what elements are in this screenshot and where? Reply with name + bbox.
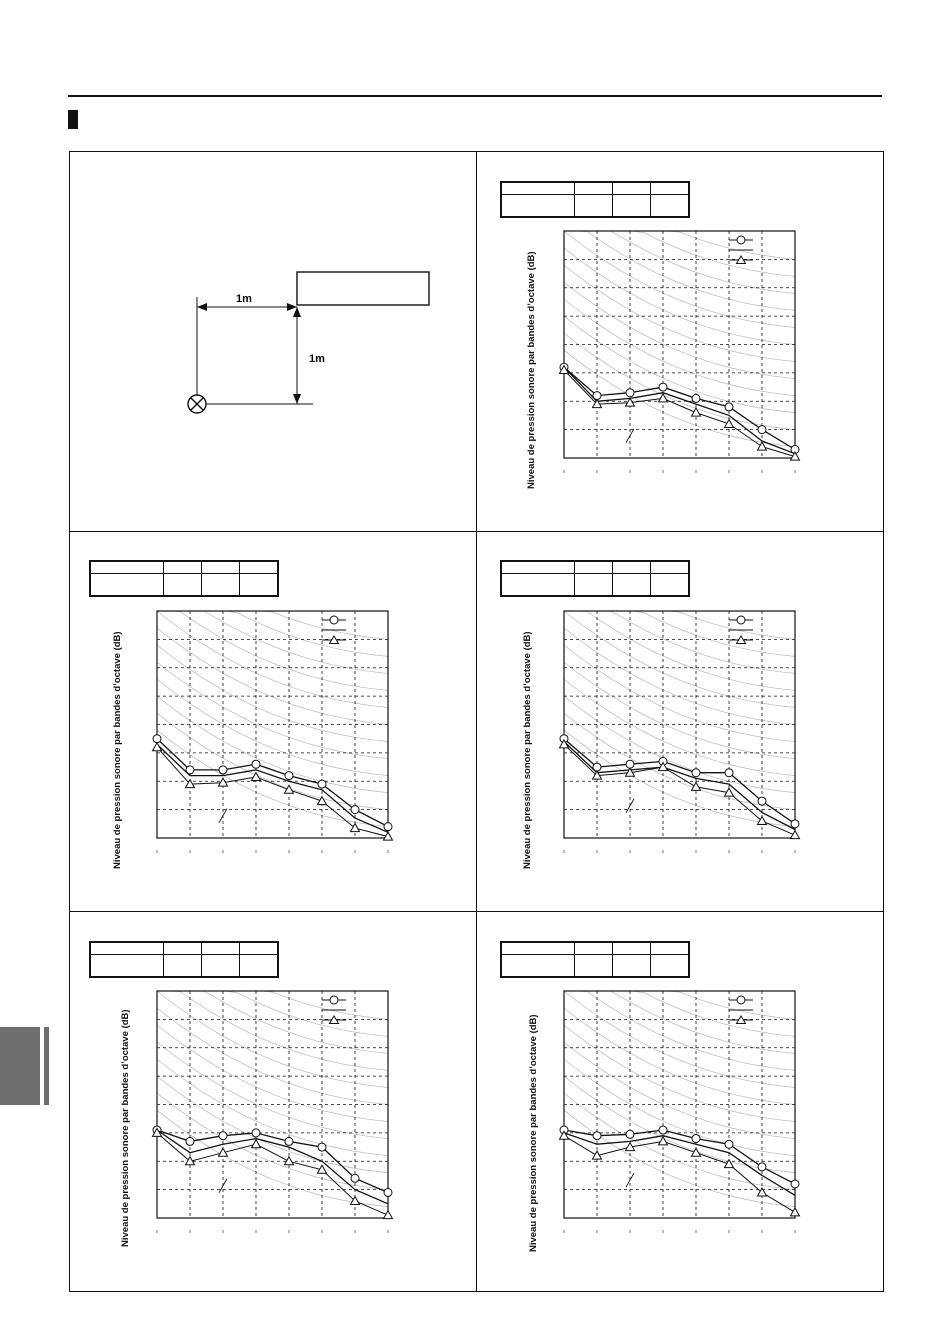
data-point-circle [626,1130,634,1138]
data-point-triangle [791,831,800,839]
data-point-circle [758,426,766,434]
data-point-circle [153,735,161,743]
reference-curve [564,299,795,396]
reference-curve [564,991,795,1053]
header-rule [68,95,882,97]
side-tab [0,1027,40,1105]
reference-curve [564,231,795,310]
x-ticks [157,850,388,853]
reference-curve [157,991,388,1053]
reference-curve [157,611,388,656]
octave-band-chart [69,911,476,1292]
legend-swatch-circle [737,616,745,624]
data-point-circle [252,760,260,768]
reference-curve [564,611,795,708]
data-point-circle [384,1188,392,1196]
reference-curve [564,231,795,259]
reference-curve [564,265,795,361]
reference-curve [564,662,795,759]
reference-curve [564,991,795,1070]
data-point-circle [692,394,700,402]
x-ticks [564,1230,795,1233]
chart-panel-1 [476,151,884,531]
data-point-triangle [692,782,701,790]
data-point-circle [758,797,766,805]
microphone-position-icon [188,395,206,413]
reference-curve [157,991,388,1036]
arrowhead-top [293,307,301,317]
data-point-circle [791,1180,799,1188]
chart-panel-2 [69,531,476,911]
chart-panel-3 [476,531,884,911]
data-point-circle [626,760,634,768]
data-point-circle [318,780,326,788]
legend-swatch-circle [330,996,338,1004]
x-ticks [564,470,795,473]
data-point-circle [351,1174,359,1182]
data-point-circle [186,1137,194,1145]
reference-curve [564,231,795,293]
grid [564,991,795,1218]
data-point-circle [626,389,634,397]
series-2 [564,742,795,830]
reference-curve [564,1008,795,1105]
data-point-circle [659,383,667,391]
octave-band-chart [476,151,884,531]
octave-band-chart [476,911,884,1292]
reference-curve [157,679,388,776]
series-line [564,367,795,454]
reference-curves [564,611,795,827]
legend-swatch-circle [737,996,745,1004]
grid [157,611,388,838]
reference-curve [564,1059,795,1156]
data-point-circle [725,403,733,411]
reference-curve [157,1025,388,1121]
reference-curve [564,611,795,639]
data-point-circle [384,823,392,831]
reference-curve [564,1025,795,1121]
data-point-circle [285,772,293,780]
reference-curve [564,248,795,345]
arrowhead-right [287,303,297,311]
data-point-triangle [285,1157,294,1165]
reference-curve [157,611,388,690]
section-marker [68,110,78,129]
y-axis-label: Niveau de pression sonore par bandes d’octave (dB) [522,631,533,869]
y-axis-label: Niveau de pression sonore par bandes d’octave (dB) [112,631,123,869]
octave-band-chart [476,531,884,911]
data-point-triangle [659,394,668,402]
reference-curve [564,991,795,1036]
data-point-circle [791,820,799,828]
data-point-circle [219,1132,227,1140]
reference-curve [564,1042,795,1139]
data-point-triangle [725,419,734,427]
reference-curves [157,611,388,827]
series-2 [564,367,795,454]
reference-curve [564,231,795,276]
data-point-circle [725,1140,733,1148]
reference-curve [564,333,795,430]
data-point-circle [351,806,359,814]
reference-curve [564,713,795,810]
series-line [564,370,795,457]
reference-curve [564,231,795,328]
side-tab-stripe [44,1027,49,1105]
horizontal-dimension-label: 1m [236,293,252,305]
reference-curve [157,611,388,639]
legend-swatch-circle [330,616,338,624]
grid [564,231,795,458]
data-point-circle [659,1126,667,1134]
reference-curve [157,1110,388,1206]
reference-curve [564,611,795,690]
data-point-circle [692,769,700,777]
reference-curve [157,696,388,793]
reference-curve [157,662,388,759]
reference-curve [157,611,388,708]
reference-curve [564,645,795,741]
vertical-dimension-label: 1m [309,353,325,365]
y-axis-label: Niveau de pression sonore par bandes d’octave (dB) [528,1014,539,1252]
series-3 [560,366,800,461]
data-point-circle [725,769,733,777]
legend-swatch-circle [737,236,745,244]
reference-curve [157,1042,388,1139]
reference-curve [157,611,388,673]
data-point-circle [285,1137,293,1145]
reference-curve [564,628,795,725]
reference-curve [564,282,795,379]
y-axis-label: Niveau de pression sonore par bandes d’octave (dB) [120,1009,131,1247]
x-ticks [157,1230,388,1233]
y-axis-label: Niveau de pression sonore par bandes d’octave (dB) [526,251,537,489]
reference-curves [564,231,795,447]
data-point-triangle [384,1211,393,1219]
data-point-circle [593,1132,601,1140]
data-point-circle [758,1163,766,1171]
reference-curve [157,1008,388,1105]
data-point-triangle [791,1208,800,1216]
arrowhead-bottom [293,394,301,404]
data-point-triangle [659,1137,668,1145]
reference-curve [157,991,388,1070]
data-point-circle [219,766,227,774]
reference-curve [564,679,795,776]
reference-curve [564,1093,795,1190]
chart-panel-4 [69,911,476,1292]
arrowhead-left [197,303,207,311]
reference-curve [157,991,388,1088]
reference-curve [564,991,795,1019]
reference-curve [564,991,795,1088]
data-point-circle [252,1129,260,1137]
chart-panel-5 [476,911,884,1292]
reference-curve [157,1076,388,1173]
reference-curve [157,991,388,1019]
octave-band-chart [69,531,476,911]
data-point-triangle [758,442,767,450]
reference-curve [157,713,388,810]
series-3 [153,743,393,840]
data-point-circle [692,1135,700,1143]
data-point-triangle [351,824,360,832]
reference-curve [157,645,388,741]
unit-outline [297,272,429,305]
reference-curve [564,611,795,656]
x-ticks [564,850,795,853]
series-line [157,747,388,836]
reference-curve [157,628,388,725]
data-point-triangle [252,1140,261,1148]
data-point-circle [318,1143,326,1151]
measurement-diagram [180,265,440,425]
grid [157,991,388,1218]
series-line [564,742,795,830]
reference-curve [564,611,795,673]
